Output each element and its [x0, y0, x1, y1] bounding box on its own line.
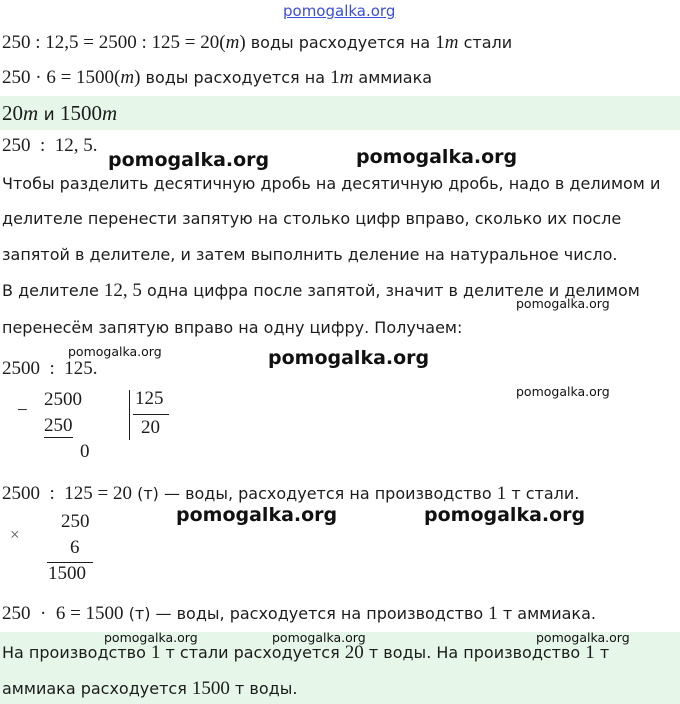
watermark: pomogalka.org — [356, 146, 518, 168]
divisor: 125 — [135, 388, 164, 409]
watermark: pomogalka.org — [268, 347, 430, 369]
product: 1500 — [48, 563, 86, 584]
subtrahend: 250 — [44, 415, 73, 436]
explanation-line-1: В делителе 12, 5 одна цифра после запятой, значит в делителе и делимом — [2, 280, 640, 301]
divisor-rule — [133, 414, 169, 415]
watermark: pomogalka.org — [424, 504, 586, 526]
times-sign: × — [10, 525, 20, 544]
equation-line-2: 250 · 6 = 1500(m) воды расходуется на 1m аммиака — [2, 67, 433, 88]
conclusion-line-2: аммиака расходуется 1500 т воды. — [2, 678, 298, 699]
watermark: pomogalka.org — [176, 504, 338, 526]
watermark: pomogalka.org — [272, 630, 366, 645]
watermark: pomogalka.org — [68, 344, 162, 359]
rule-text-line-3: запятой в делителе, и затем выполнить деление на натуральное число. — [2, 245, 618, 264]
rule-text-line-2: делителе перенести запятую на столько цифр вправо, сколько их после — [2, 209, 622, 228]
watermark: pomogalka.org — [516, 384, 610, 399]
quotient: 20 — [141, 417, 160, 438]
multiplier: 6 — [70, 537, 80, 558]
explanation-line-2: перенесём запятую вправо на одну цифру. Получаем: — [2, 318, 463, 337]
equation-line-1: 250 : 12,5 = 2500 : 125 = 20(m) воды расходуется на 1m стали — [2, 32, 513, 53]
minus-sign: − — [17, 400, 28, 421]
rule-text-line-1: Чтобы разделить десятичную дробь на десятичную дробь, надо в делимом и — [2, 174, 661, 193]
watermark: pomogalka.org — [104, 630, 198, 645]
watermark: pomogalka.org — [108, 149, 270, 171]
watermark-top[interactable]: pomogalka.org — [283, 2, 396, 20]
conclusion-line-1: На производство 1 т стали расходуется 20 т воды. На производство 1 т — [2, 642, 610, 663]
remainder: 0 — [80, 441, 90, 462]
multiplicand: 250 — [61, 511, 90, 532]
dividend: 2500 — [44, 389, 82, 410]
division-bracket — [129, 390, 130, 440]
answer-line: 20m и 1500m — [2, 101, 118, 125]
watermark: pomogalka.org — [516, 296, 610, 311]
converted-division: 2500 : 125. — [2, 358, 98, 379]
result-line-steel: 2500 : 125 = 20 (т) — воды, расходуется на производство 1 т стали. — [2, 483, 580, 504]
result-line-ammonia: 250 · 6 = 1500 (т) — воды, расходуется на производство 1 т аммиака. — [2, 603, 596, 624]
watermark: pomogalka.org — [536, 630, 630, 645]
division-expression: 250 : 12, 5. — [2, 135, 98, 156]
